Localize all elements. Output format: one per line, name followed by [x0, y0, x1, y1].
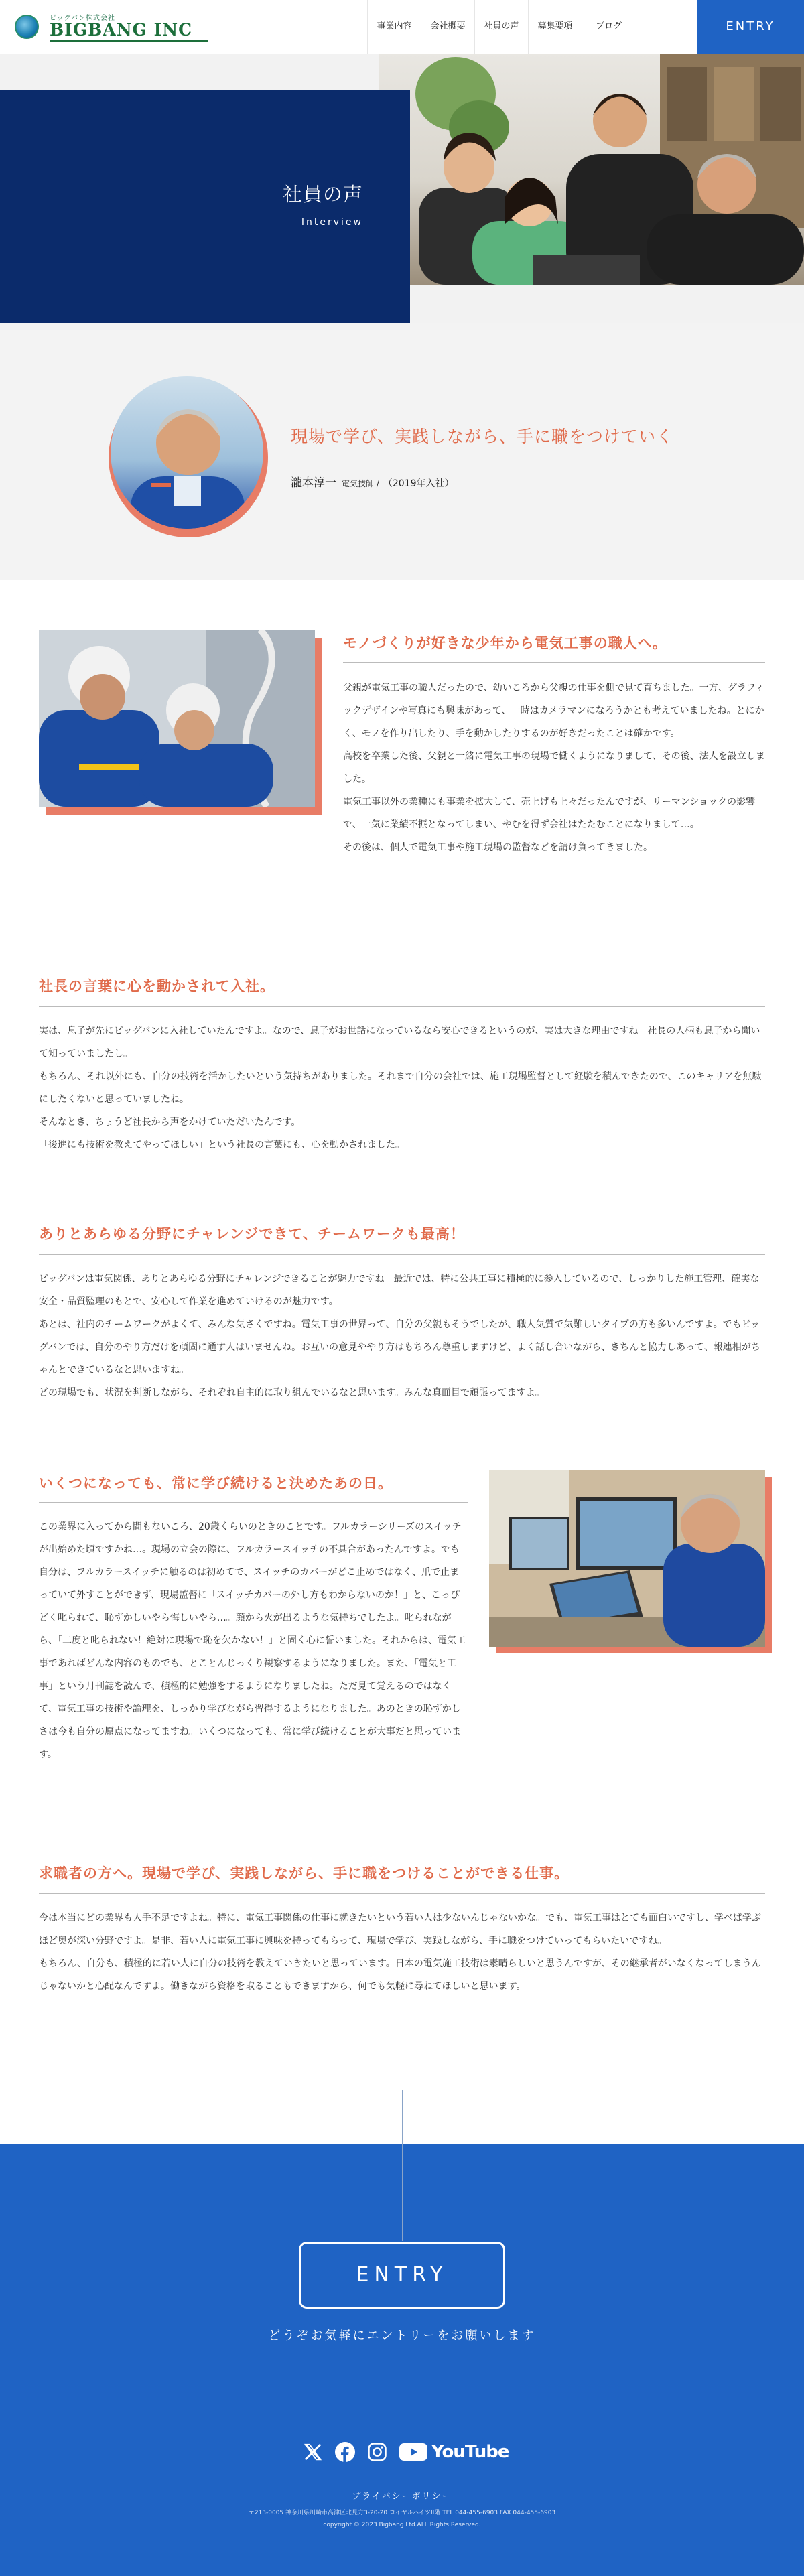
- section3-paragraph: どの現場でも、状況を判断しながら、それぞれ自主的に取り組んでいるなと思います。みんな真面目で頑張ってますよ。: [39, 1387, 545, 1398]
- section4-title: いくつになっても、常に学び続けると決めたあの日。: [39, 1475, 393, 1491]
- main-nav: [367, 0, 635, 54]
- company-address: 〒213-0005 神奈川県川崎市高津区北見方3-20-20 ロイヤルハイツII階 TEL 044-455-6903 FAX 044-455-6903: [248, 2510, 556, 2516]
- nav-company[interactable]: 会社概要: [421, 0, 474, 54]
- avatar: [111, 376, 263, 529]
- computer-work-illustration: [489, 1470, 765, 1647]
- copyright: copyright © 2023 Bigbang Ltd.ALL Rights Reserved.: [323, 2522, 481, 2528]
- section2-divider: [39, 1006, 765, 1007]
- page-subtitle: Interview: [301, 217, 363, 228]
- section5-paragraph: もちろん、自分も、積極的に若い人に自分の技術を教えていきたいと思っています。日本の電気施工技術は素晴らしいと思うんですが、その継承者がいなくなってしまうんじゃないかと心配なんですよ。働きながら資格を取ることもできますから、何でも気軽に尋ねてほしいと思います。: [39, 1958, 761, 1992]
- section2-body: [39, 1020, 765, 1156]
- section3-paragraph: ビッグバンは電気関係、ありとあらゆる分野にチャレンジできることが魅力ですね。最近では、特に公共工事に積極的に参入しているので、しっかりした施工管理、確実な安全・品質監理のもとで、安心して作業を進めていけるのが魅力です。: [39, 1274, 760, 1307]
- site-header: [0, 0, 804, 54]
- youtube-wordmark: YouTube: [431, 2442, 509, 2462]
- section1-paragraph: その後は、個人で電気工事や施工現場の監督などを請け負ってきました。: [343, 842, 653, 853]
- section4-body: [39, 1515, 468, 1766]
- footer-entry-button[interactable]: ENTRY: [299, 2242, 505, 2309]
- section4-photo: [489, 1470, 765, 1647]
- nav-business[interactable]: 事業内容: [367, 0, 421, 54]
- profile-name: 瀧本淳一: [291, 476, 336, 490]
- x-twitter-icon[interactable]: [303, 2442, 323, 2462]
- team-illustration: [379, 54, 804, 285]
- electricians-illustration: [39, 630, 315, 807]
- hero-team-photo: [379, 54, 804, 285]
- footer-entry-subtext: どうぞお気軽にエントリーをお願いします: [268, 2329, 536, 2343]
- section2-paragraph: 実は、息子が先にビッグバンに入社していたんですよ。なので、息子がお世話になっているなら安心できるというのが、実は大きな理由ですね。社長の人柄も息子から聞いて知っていましたし。: [39, 1026, 760, 1059]
- nav-recruit[interactable]: 募集要項: [528, 0, 582, 54]
- privacy-policy-link[interactable]: プライバシーポリシー: [352, 2492, 452, 2502]
- nav-blog[interactable]: ブログ: [582, 0, 635, 54]
- profile-role: 電気技師 /: [342, 479, 379, 488]
- section3-body: [39, 1268, 765, 1404]
- section5-body: [39, 1907, 765, 1998]
- section4-divider: [39, 1502, 468, 1503]
- section1-body: [343, 677, 765, 859]
- logo[interactable]: [15, 11, 209, 42]
- section2-paragraph: そんなとき、ちょうど社長から声をかけていただいたんです。: [39, 1117, 301, 1128]
- section1-photo: [39, 630, 315, 807]
- section4-paragraph: この業界に入ってから間もないころ、20歳くらいのときのことです。フルカラーシリーズのスイッチが出始めた頃ですかね…。現場の立会の際に、フルカラースイッチの不具合があったんですよ。でも自分は、フルカラースイッチに触るのは初めてで、スイッチのカバーがどこ止めではなく、爪で止まっていて外すことができず、現場監督に「スイッチカバーの外し方もわからないのか！」と、こっぴどく叱られて、恥ずかしいやら悔しいやら…。顔から火が出るような気持ちでしたよ。叱られながら、「二度と叱られない！絶対に現場で恥を欠かない！」と固く心に誓いました。それからは、電気工事であればどんな内容のものでも、とことんじっくり観察するようになりました。また、「電気と工事」という月刊誌を読んで、積極的に勉強をするようになりましたね。ただ見て覚えるのではなくて、電気工事の技術や論理を、しっかり学びながら習得するようになりました。あのときの恥ずかしさは今も自分の原点になってますね。いくつになっても、常に学び続けることが大事だと思っています。: [39, 1521, 466, 1760]
- logo-company-ja: ビッグバン株式会社: [50, 15, 115, 22]
- hero-title-box: [0, 90, 410, 323]
- profile-join-year: （2019年入社）: [383, 478, 454, 489]
- section1-paragraph: 高校を卒業した後、父親と一緒に電気工事の現場で働くようになりまして、その後、法人を設立しました。: [343, 751, 765, 785]
- profile-lead: 現場で学び、実践しながら、手に職をつけていく: [291, 427, 674, 446]
- instagram-icon[interactable]: [367, 2442, 387, 2462]
- profile-name-line: [291, 473, 454, 490]
- section5-paragraph: 今は本当にどの業界も人手不足ですよね。特に、電気工事関係の仕事に就きたいという若い人は少ないんじゃないかな。でも、電気工事はとても面白いですし、学べば学ぶほど奥が深い分野ですよ。是非、若い人に電気工事に興味を持ってもらって、現場で学び、実践しながら、手に職をつけていってもらいたいですね。: [39, 1913, 761, 1946]
- youtube-icon[interactable]: [399, 2442, 509, 2462]
- section1-paragraph: 電気工事以外の業種にも事業を拡大して、売上げも上々だったんですが、リーマンショックの影響で、一気に業績不振となってしまい、やむを得ず会社はたたむことになりまして…。: [343, 797, 756, 830]
- footer-connector-line: [402, 2090, 403, 2241]
- page-title: 社員の声: [282, 183, 363, 206]
- logo-underline: [50, 40, 208, 42]
- section1-divider: [343, 662, 765, 663]
- section1-title: モノづくりが好きな少年から電気工事の職人へ。: [343, 635, 667, 651]
- logo-company-en: BIGBANG INC: [50, 20, 193, 40]
- section2-paragraph: もちろん、それ以外にも、自分の技術を活かしたいという気持ちがありました。それまで自分の会社では、施工現場監督として経験を積んできたので、このキャリアを無駄にしたくないと思っていましたね。: [39, 1071, 762, 1105]
- section3-divider: [39, 1254, 765, 1255]
- section1-paragraph: 父親が電気工事の職人だったので、幼いころから父親の仕事を側で見て育ちました。一方、グラフィックデザインや写真にも興味があって、一時はカメラマンになろうかとも考えていましたね。とにかく、モノを作り出したり、手を動かしたりするのが好きだったことは確かです。: [343, 683, 764, 739]
- social-links: [303, 2439, 521, 2465]
- section3-paragraph: あとは、社内のチームワークがよくて、みんな気さくですね。電気工事の世界って、自分の父親もそうでしたが、職人気質で気難しいタイプの方も多いんですよ。でもビッグバンでは、自分のやり方だけを頑固に通す人はいませんね。お互いの意見ややり方はもちろん尊重しますけど、よく話し合いながら、きちんと協力しあって、報連相がちゃんとできているなと思いますね。: [39, 1319, 760, 1375]
- section2-paragraph: 「後進にも技術を教えてやってほしい」という社長の言葉にも、心を動かされました。: [39, 1140, 405, 1150]
- globe-logo-icon: [15, 15, 39, 39]
- section5-title: 求職者の方へ。現場で学び、実践しながら、手に職をつけることができる仕事。: [39, 1865, 570, 1881]
- avatar-illustration: [111, 376, 263, 529]
- facebook-icon[interactable]: [335, 2442, 355, 2462]
- nav-interview[interactable]: 社員の声: [474, 0, 528, 54]
- header-entry-button[interactable]: ENTRY: [697, 0, 804, 54]
- section2-title: 社長の言葉に心を動かされて入社。: [39, 978, 275, 994]
- section5-divider: [39, 1893, 765, 1894]
- section3-title: ありとあらゆる分野にチャレンジできて、チームワークも最高！: [39, 1226, 465, 1242]
